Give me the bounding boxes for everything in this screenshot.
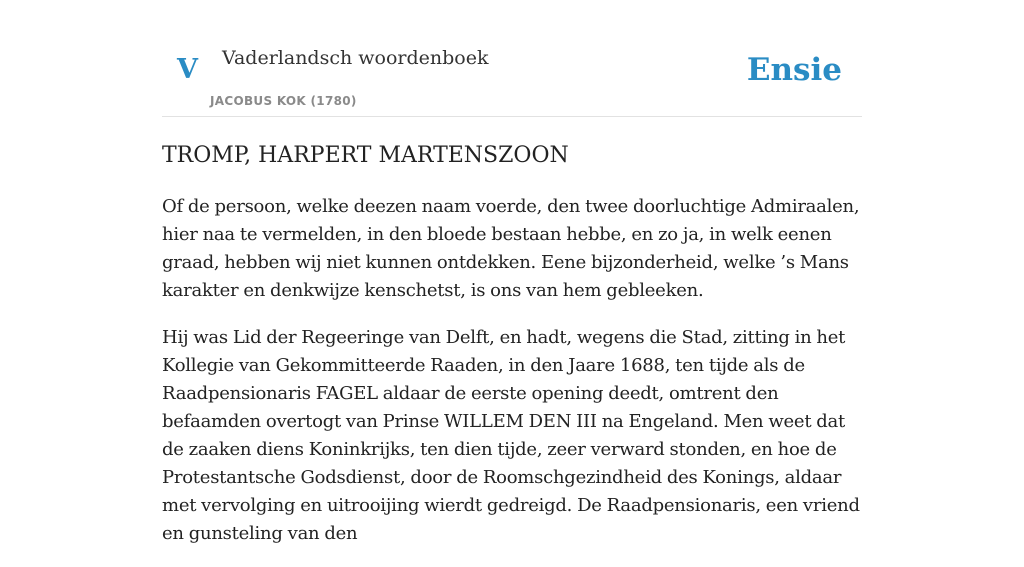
book-initial-badge[interactable]: V <box>177 54 198 85</box>
entry-paragraph: Hij was Lid der Regeeringe van Delft, en hadt, wegens die Stad, zitting in het Kollegie van Gekommitteerde Raaden, in den Jaare 1688, ten tijde als de Raadpensionaris FAGEL aldaar de eerste opening deedt, omtrent den befaamden overtogt van Prinse WILLEM DEN III na Engeland. Men weet dat de zaaken diens Koninkrijks, ten dien tijde, zeer verward stonden, en hoe de Protestantsche Godsdienst, door de Roomschgezindheid des Konings, aldaar met vervolging en uitrooijing wierdt gedreigd. De Raadpensionaris, een vriend en gunsteling van den <box>162 327 860 544</box>
entry-body <box>162 193 862 548</box>
book-author: JACOBUS KOK (1780) <box>210 94 357 108</box>
entry-paragraph: Of de persoon, welke deezen naam voerde, den twee doorluchtige Admiraalen, hier naa te vermelden, in den bloede bestaan hebbe, en zo ja, in welk eenen graad, hebben wij niet kunnen ontdekken. Eene bijzonderheid, welke ’s Mans karakter en denkwijze kenschetst, is ons van hem gebleeken. <box>162 196 860 301</box>
entry-title: TROMP, HARPERT MARTENSZOON <box>162 143 569 168</box>
ensie-logo[interactable]: Ensie <box>746 52 842 88</box>
book-title-link[interactable]: Vaderlandsch woordenboek <box>222 47 489 69</box>
site-header <box>162 0 862 117</box>
page <box>162 0 862 567</box>
